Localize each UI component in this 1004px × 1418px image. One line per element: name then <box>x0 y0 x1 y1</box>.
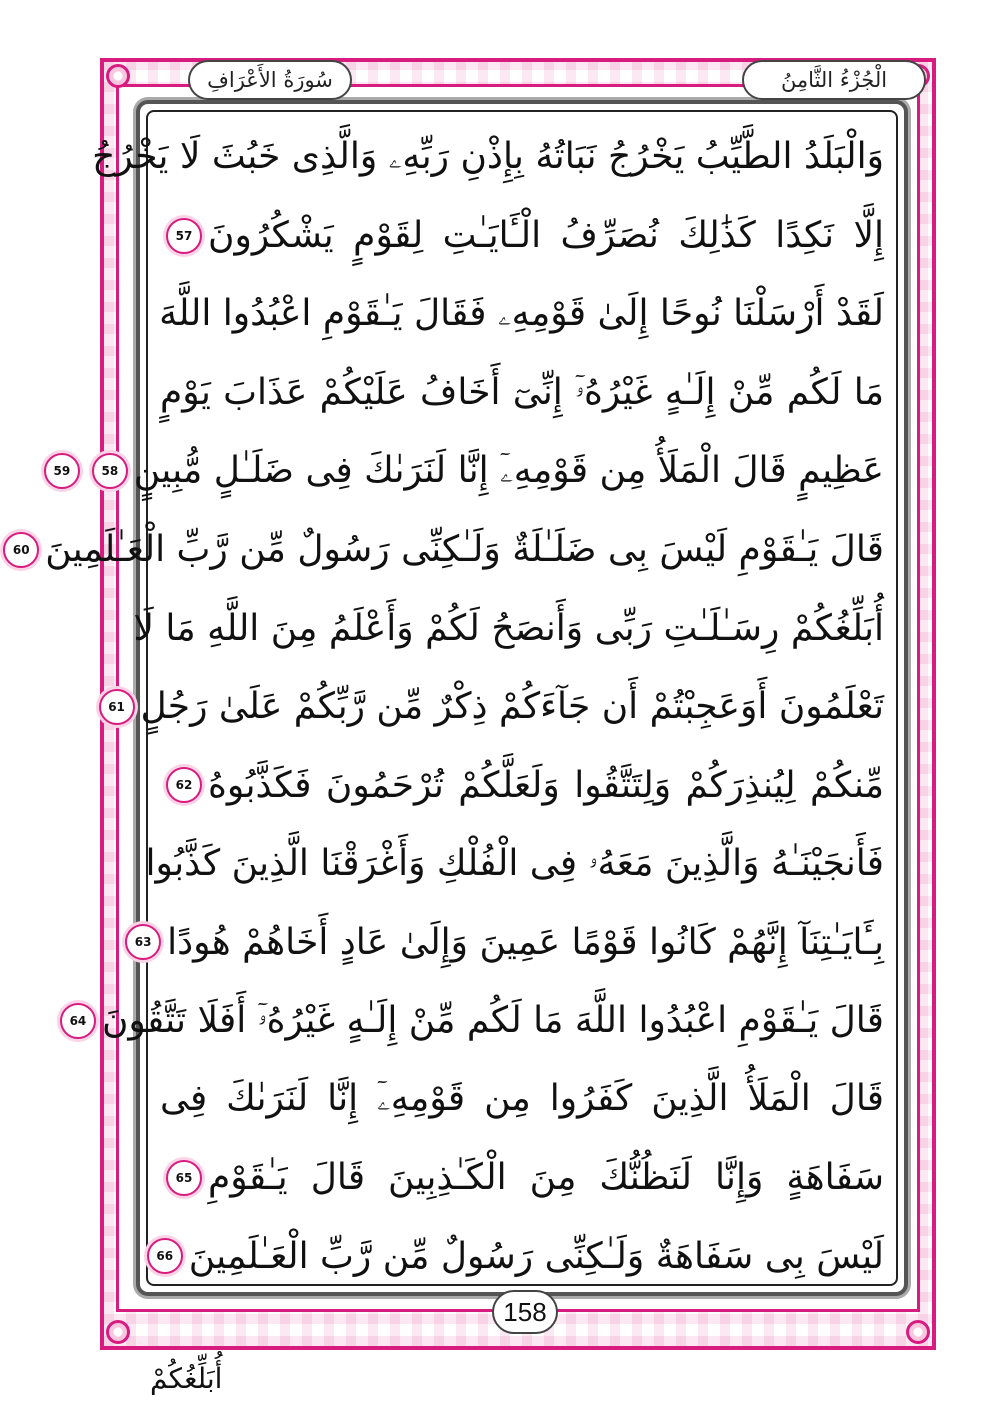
catchword: أُبَلِّغُكُمْ <box>150 1362 223 1395</box>
text-line: لَيْسَ بِى سَفَاهَةٌ وَلَـٰكِنِّى رَسُولٌ مِّن رَّبِّ الْعَـٰلَمِينَ 66 <box>160 1217 884 1296</box>
text-line: قَالَ يَـٰقَوْمِ لَيْسَ بِى ضَلَـٰلَةٌ وَلَـٰكِنِّى رَسُولٌ مِّن رَّبِّ الْعَـٰلَمِينَ 60 <box>160 511 884 590</box>
text-line: بِـَٔايَـٰتِنَآ إِنَّهُمْ كَانُوا قَوْمًا عَمِينَ وَإِلَىٰ عَادٍ أَخَاهُمْ هُودًا 63 <box>160 903 884 982</box>
text-line: تَعْلَمُونَ أَوَعَجِبْتُمْ أَن جَآءَكُمْ ذِكْرٌ مِّن رَّبِّكُمْ عَلَىٰ رَجُلٍ 61 <box>160 668 884 747</box>
corner-ornament-icon <box>906 1320 930 1344</box>
text-line: فَأَنجَيْنَـٰهُ وَالَّذِينَ مَعَهُۥ فِى الْفُلْكِ وَأَغْرَقْنَا الَّذِينَ كَذَّبُوا <box>145 842 884 884</box>
text-line: قَالَ الْمَلَأُ الَّذِينَ كَفَرُوا مِن قَوْمِهِۦٓ إِنَّا لَنَرَىٰكَ فِى <box>160 1078 884 1120</box>
ayah-marker: 57 <box>166 218 202 254</box>
ayah-marker: 58 <box>92 453 128 489</box>
quran-text <box>12 118 884 1296</box>
corner-ornament-icon <box>106 64 130 88</box>
text-line: أُبَلِّغُكُمْ رِسَـٰلَـٰتِ رَبِّى وَأَنصَحُ لَكُمْ وَأَعْلَمُ مِنَ اللَّهِ مَا لَا <box>133 607 884 649</box>
text-line: قَالَ يَـٰقَوْمِ اعْبُدُوا اللَّهَ مَا لَكُم مِّنْ إِلَـٰهٍ غَيْرُهُۥٓ أَفَلَا تَتَّقُونَ 64 <box>160 982 884 1061</box>
ayah-marker: 64 <box>60 1003 96 1039</box>
ayah-marker: 61 <box>99 689 135 725</box>
text-line: مَا لَكُم مِّنْ إِلَـٰهٍ غَيْرُهُۥٓ إِنِّىٓ أَخَافُ عَلَيْكُمْ عَذَابَ يَوْمٍ <box>160 371 884 413</box>
text-line: وَالْبَلَدُ الطَّيِّبُ يَخْرُجُ نَبَاتُهُ بِإِذْنِ رَبِّهِۦ وَالَّذِى خَبُثَ لَا يَخْرُجُ <box>92 136 884 178</box>
ayah-marker: 62 <box>166 767 202 803</box>
text-line: إِلَّا نَكِدًا كَذَٰلِكَ نُصَرِّفُ الْـَٔايَـٰتِ لِقَوْمٍ يَشْكُرُونَ 57 <box>160 197 884 276</box>
ayah-marker: 63 <box>125 924 161 960</box>
text-line: عَظِيمٍ قَالَ الْمَلَأُ مِن قَوْمِهِۦٓ إِنَّا لَنَرَىٰكَ فِى ضَلَـٰلٍ مُّبِينٍ 58 59 <box>160 432 884 511</box>
corner-ornament-icon <box>106 1320 130 1344</box>
text-line: سَفَاهَةٍ وَإِنَّا لَنَظُنُّكَ مِنَ الْكَـٰذِبِينَ قَالَ يَـٰقَوْمِ 65 <box>160 1139 884 1218</box>
juz-label: الْجُزْءُ الثَّامِنُ <box>742 60 926 100</box>
ayah-marker: 59 <box>44 453 80 489</box>
ayah-marker: 65 <box>166 1160 202 1196</box>
ayah-marker: 66 <box>147 1238 183 1274</box>
text-line: مِّنكُمْ لِيُنذِرَكُمْ وَلِتَتَّقُوا وَلَعَلَّكُمْ تُرْحَمُونَ فَكَذَّبُوهُ 62 <box>160 746 884 825</box>
page-number: 158 <box>492 1290 558 1334</box>
ayah-marker: 60 <box>3 532 39 568</box>
text-line: لَقَدْ أَرْسَلْنَا نُوحًا إِلَىٰ قَوْمِهِۦ فَقَالَ يَـٰقَوْمِ اعْبُدُوا اللَّهَ <box>159 293 884 335</box>
surah-label: سُورَةُ الأَعْرَافِ <box>188 60 352 100</box>
